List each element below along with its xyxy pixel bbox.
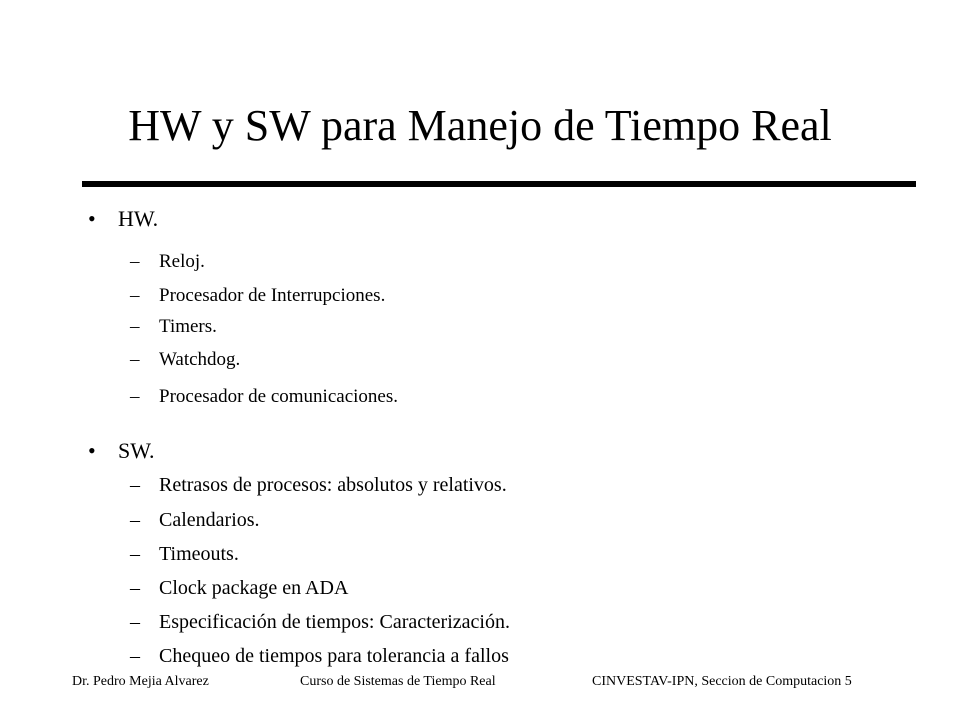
list-item-text: Calendarios. <box>159 509 260 531</box>
dash: – <box>130 509 140 531</box>
slide-title: HW y SW para Manejo de Tiempo Real <box>128 101 832 150</box>
list-item-text: Especificación de tiempos: Caracterización. <box>159 611 510 633</box>
footer-institution: CINVESTAV-IPN, Seccion de Computacion 5 <box>592 674 852 689</box>
bullet-hw-label: HW. <box>118 206 159 231</box>
list-item-text: Timers. <box>159 316 217 337</box>
list-item-text: Clock package en ADA <box>159 577 349 599</box>
title-underline <box>82 181 916 187</box>
bullet-dot: • <box>88 206 96 231</box>
bullet-sw-label: SW. <box>118 438 155 463</box>
list-item-text: Procesador de Interrupciones. <box>159 285 386 306</box>
dash: – <box>130 349 140 370</box>
list-item-text: Retrasos de procesos: absolutos y relativos. <box>159 474 507 496</box>
dash: – <box>130 577 140 599</box>
dash: – <box>130 316 140 337</box>
list-item-text: Procesador de comunicaciones. <box>159 386 398 407</box>
list-item-text: Watchdog. <box>159 349 241 370</box>
dash: – <box>130 645 140 667</box>
footer-course: Curso de Sistemas de Tiempo Real <box>300 674 496 689</box>
dash: – <box>130 474 140 496</box>
dash: – <box>130 611 140 633</box>
dash: – <box>130 386 140 407</box>
list-item-text: Chequeo de tiempos para tolerancia a fallos <box>159 645 509 667</box>
bullet-dot: • <box>88 438 96 463</box>
dash: – <box>130 251 140 272</box>
list-item-text: Timeouts. <box>159 543 239 565</box>
footer-author: Dr. Pedro Mejia Alvarez <box>72 674 209 689</box>
dash: – <box>130 543 140 565</box>
list-item-text: Reloj. <box>159 251 205 272</box>
dash: – <box>130 285 140 306</box>
